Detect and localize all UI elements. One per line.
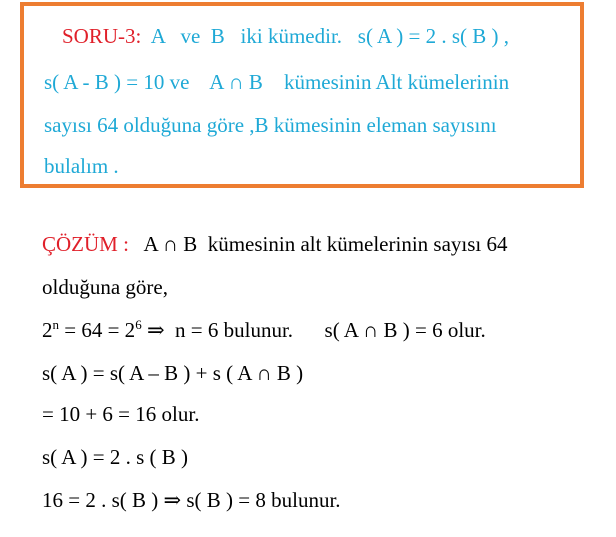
solution-label: ÇÖZÜM : <box>42 232 129 256</box>
question-line-4: bulalım . <box>44 154 119 178</box>
solution-line-2: olduğuna göre, <box>42 275 168 299</box>
question-box <box>20 2 584 188</box>
solution-line-1: ÇÖZÜM : A ∩ B kümesinin alt kümelerinin sayısı 64 <box>42 232 508 256</box>
solution-line-4: s( A ) = s( A – B ) + s ( A ∩ B ) <box>42 361 304 385</box>
solution-line-6: s( A ) = 2 . s ( B ) <box>42 445 189 469</box>
question-line-1: SORU-3: A ve B iki kümedir. s( A ) = 2 . s( B ) , <box>62 24 510 48</box>
question-line-3: sayısı 64 olduğuna göre ,B kümesinin eleman sayısını <box>44 113 497 137</box>
solution-line-7: 16 = 2 . s( B ) ⇒ s( B ) = 8 bulunur. <box>42 488 341 512</box>
question-line-2: s( A - B ) = 10 ve A ∩ B kümesinin Alt kümelerinin <box>44 70 510 94</box>
solution-line-3: $2^n = 64 = 2^6$ ⇒ n = 6 bulunur. s( A ∩ B ) = 6 olur. <box>42 317 486 342</box>
solution-line-5: = 10 + 6 = 16 olur. <box>42 402 200 426</box>
question-label: SORU-3: <box>62 24 142 48</box>
